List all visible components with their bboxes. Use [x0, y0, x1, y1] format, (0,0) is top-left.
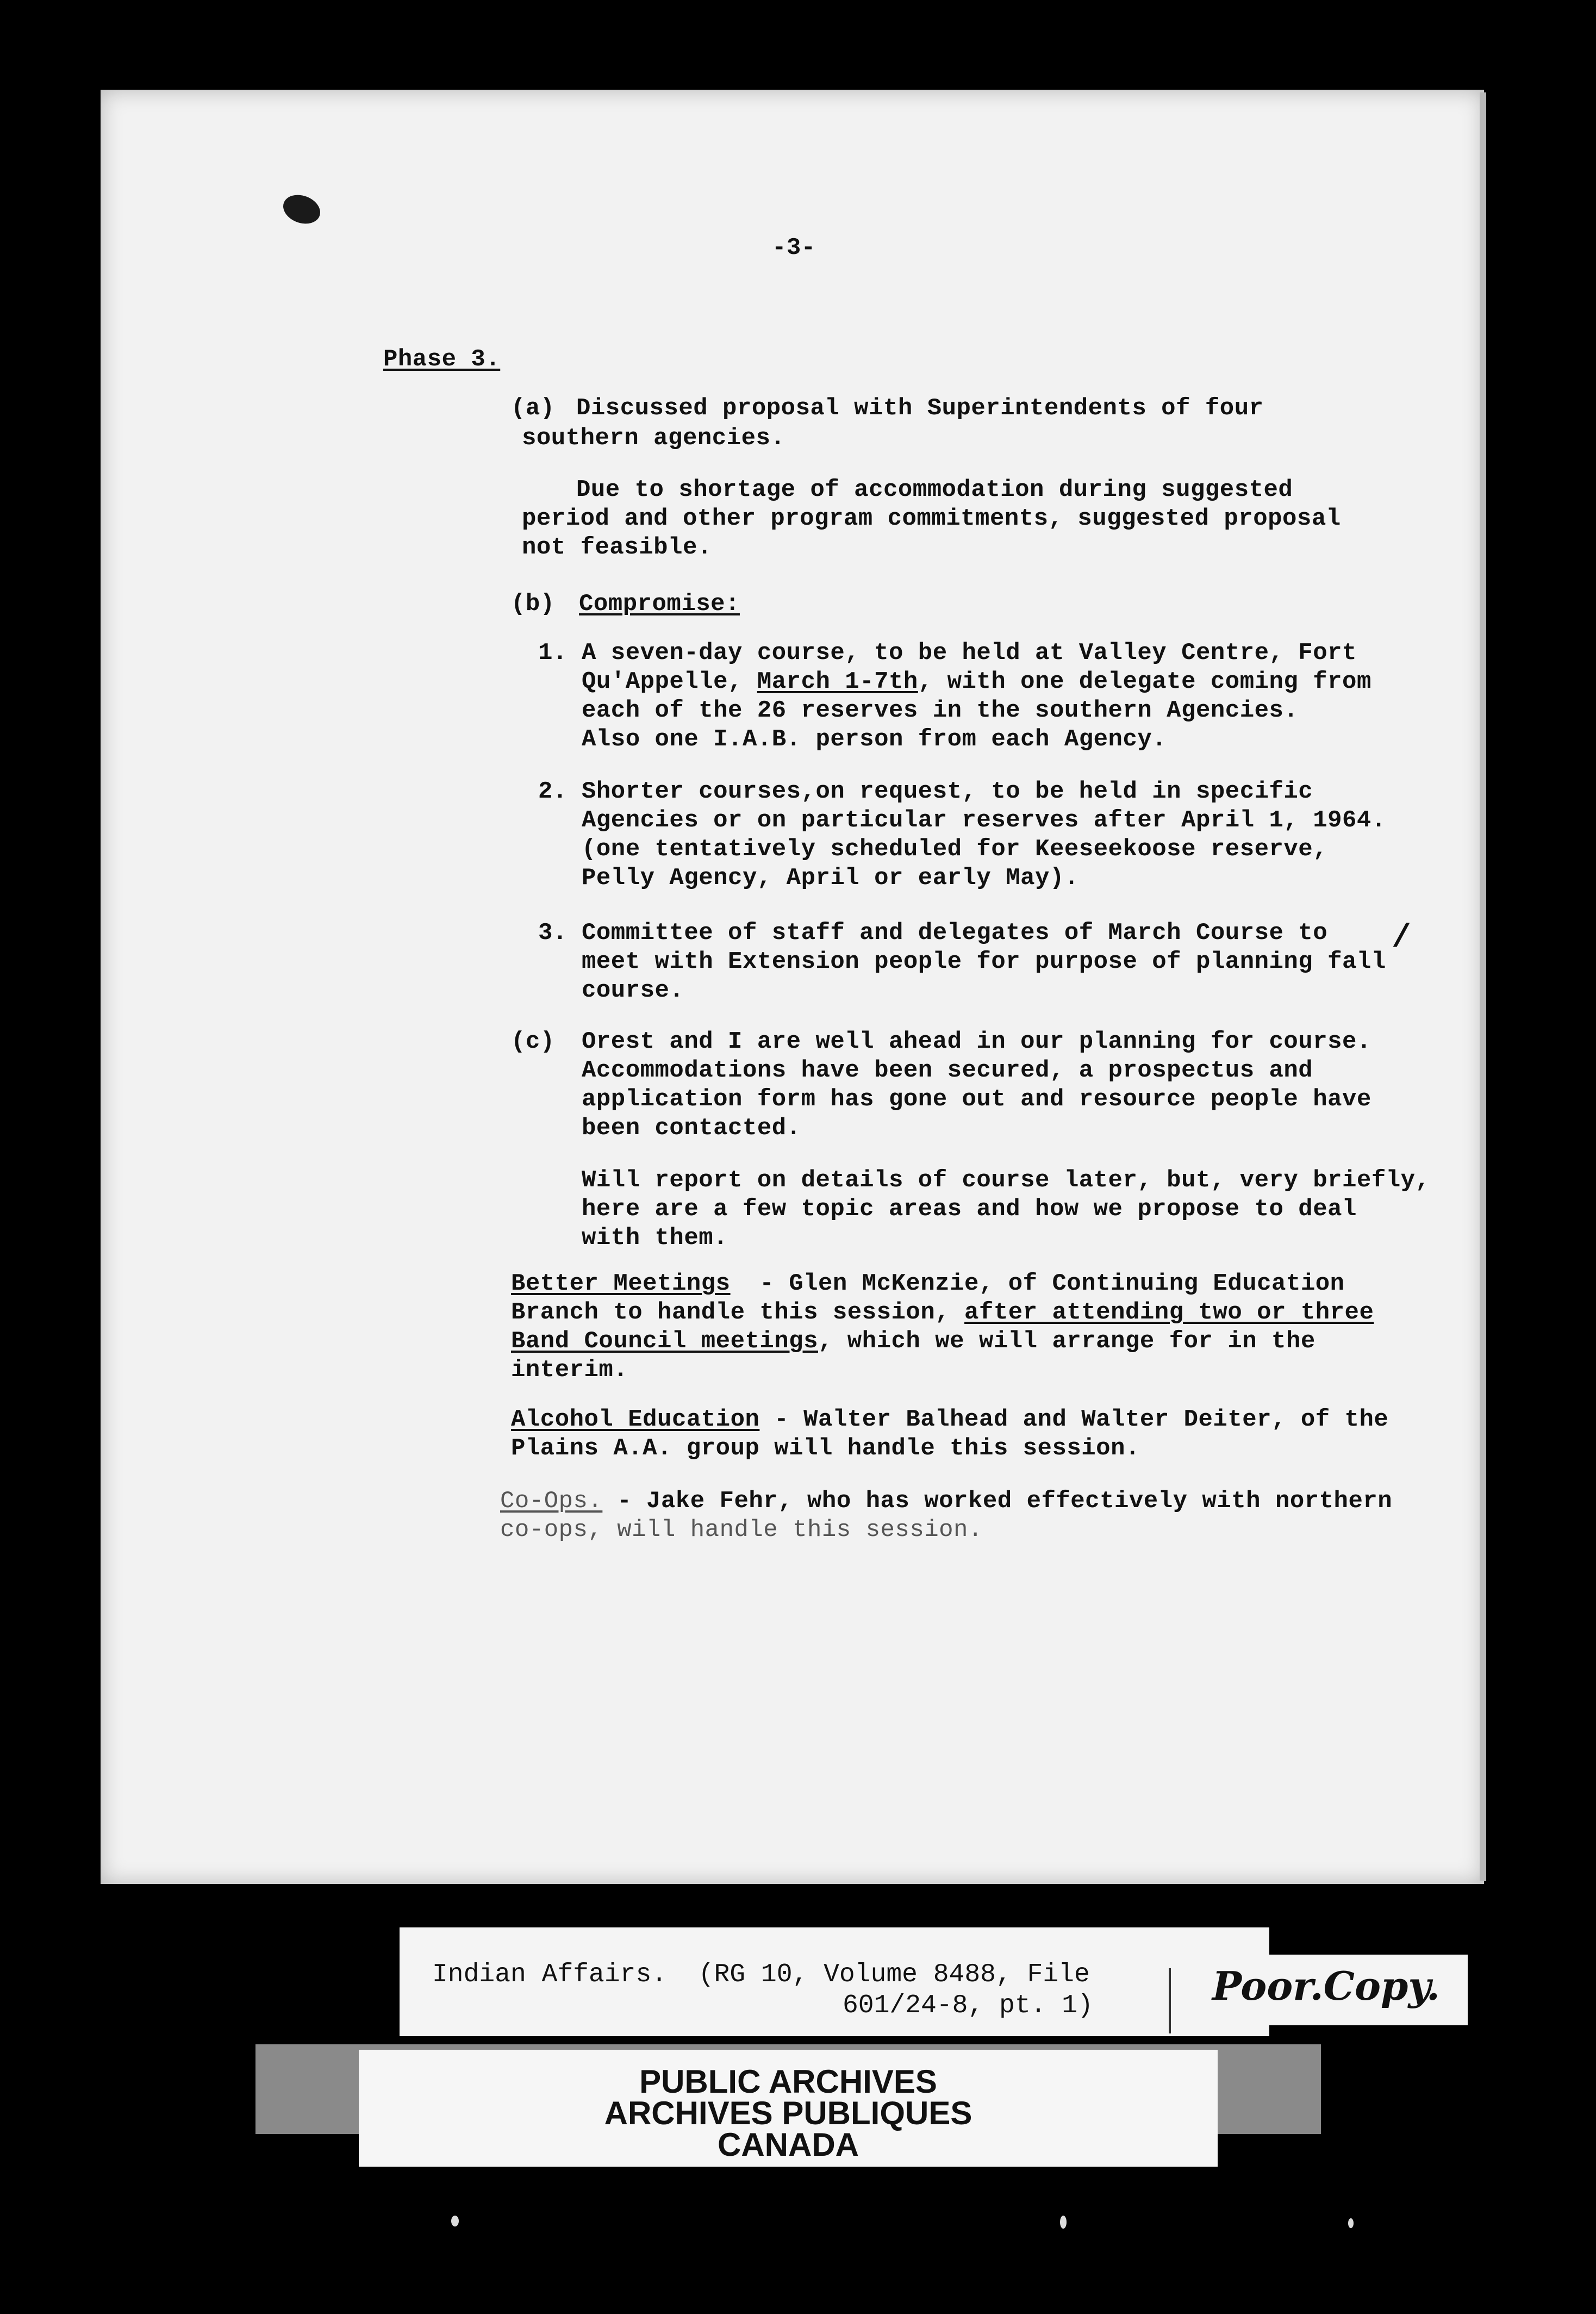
- item-1-line: Qu'Appelle, March 1-7th, with one delegate coming from: [582, 668, 1371, 695]
- item-1-line: each of the 26 reserves in the southern Agencies.: [582, 697, 1299, 724]
- march-dates: March 1-7th: [757, 668, 918, 695]
- label-divider: [1169, 1968, 1171, 2033]
- due-paragraph-line: period and other program commitments, suggested proposal: [522, 505, 1341, 532]
- item-3-number: 3.: [538, 919, 568, 947]
- alcohol-education-title: Alcohol Education: [511, 1406, 760, 1433]
- item-1-number: 1.: [538, 639, 568, 667]
- compromise-heading: Compromise:: [579, 590, 740, 618]
- item-2-line: Shorter courses,on request, to be held in specific: [582, 778, 1313, 805]
- report-paragraph-line: with them.: [582, 1224, 728, 1252]
- co-ops-title: Co-Ops.: [500, 1488, 603, 1515]
- film-speck: [1060, 2216, 1067, 2229]
- better-meetings-line: Better Meetings - Glen McKenzie, of Continuing Education: [511, 1270, 1345, 1297]
- archive-reference-line: Indian Affairs. (RG 10, Volume 8488, File: [432, 1960, 1090, 1989]
- item-1-line: Also one I.A.B. person from each Agency.: [582, 726, 1167, 753]
- report-paragraph-line: Will report on details of course later, but, very briefly,: [582, 1167, 1430, 1194]
- section-c-line: been contacted.: [582, 1115, 801, 1142]
- archives-line-fr: ARCHIVES PUBLIQUES: [604, 2095, 972, 2131]
- item-1-line: A seven-day course, to be held at Valley Centre, Fort: [582, 639, 1357, 667]
- section-c-marker: (c): [511, 1028, 555, 1055]
- film-speck: [1348, 2218, 1354, 2228]
- section-a-line: southern agencies.: [522, 425, 785, 452]
- alcohol-education-line: Plains A.A. group will handle this session.: [511, 1435, 1140, 1462]
- better-meetings-title: Better Meetings: [511, 1270, 731, 1297]
- film-speck: [451, 2216, 459, 2226]
- item-2-line: Agencies or on particular reserves after April 1, 1964.: [582, 807, 1386, 834]
- co-ops-line: co-ops, will handle this session.: [500, 1516, 983, 1544]
- page-number: -3-: [772, 234, 816, 262]
- better-meetings-line: interim.: [511, 1357, 628, 1384]
- archive-reference-line: 601/24-8, pt. 1): [843, 1991, 1093, 2020]
- archives-line-canada: CANADA: [718, 2126, 859, 2163]
- section-b-marker: (b): [511, 590, 555, 618]
- better-meetings-line: Branch to handle this session, after attending two or three: [511, 1299, 1374, 1326]
- item-3-line: meet with Extension people for purpose of planning fall: [582, 948, 1386, 975]
- report-paragraph-line: here are a few topic areas and how we propose to deal: [582, 1196, 1357, 1223]
- page-edge-shadow: [1480, 92, 1486, 1881]
- phase-heading: Phase 3.: [383, 346, 501, 373]
- poor-copy-annotation: Poor.Copy.: [1212, 1963, 1440, 2009]
- better-meetings-line: Band Council meetings, which we will arrange for in the: [511, 1328, 1316, 1355]
- document-page: [101, 90, 1484, 1884]
- section-c-line: application form has gone out and resource people have: [582, 1086, 1371, 1113]
- section-a-marker: (a): [511, 395, 555, 422]
- item-2-line: Pelly Agency, April or early May).: [582, 864, 1079, 892]
- due-paragraph-line: Due to shortage of accommodation during suggested: [576, 476, 1293, 503]
- section-c-line: Accommodations have been secured, a prospectus and: [582, 1057, 1313, 1084]
- item-3-line: Committee of staff and delegates of March Course to: [582, 919, 1328, 947]
- section-c-line: Orest and I are well ahead in our planning for course.: [582, 1028, 1371, 1055]
- margin-mark: /: [1392, 920, 1412, 957]
- archives-line-en: PUBLIC ARCHIVES: [639, 2063, 937, 2100]
- item-3-line: course.: [582, 977, 684, 1004]
- alcohol-education-line: Alcohol Education - Walter Balhead and Walter Deiter, of the: [511, 1406, 1389, 1433]
- due-paragraph-line: not feasible.: [522, 534, 712, 561]
- section-a-line: Discussed proposal with Superintendents of four: [576, 395, 1264, 422]
- item-2-line: (one tentatively scheduled for Keeseekoose reserve,: [582, 836, 1328, 863]
- item-2-number: 2.: [538, 778, 568, 805]
- co-ops-line: Co-Ops. - Jake Fehr, who has worked effectively with northern: [500, 1488, 1393, 1515]
